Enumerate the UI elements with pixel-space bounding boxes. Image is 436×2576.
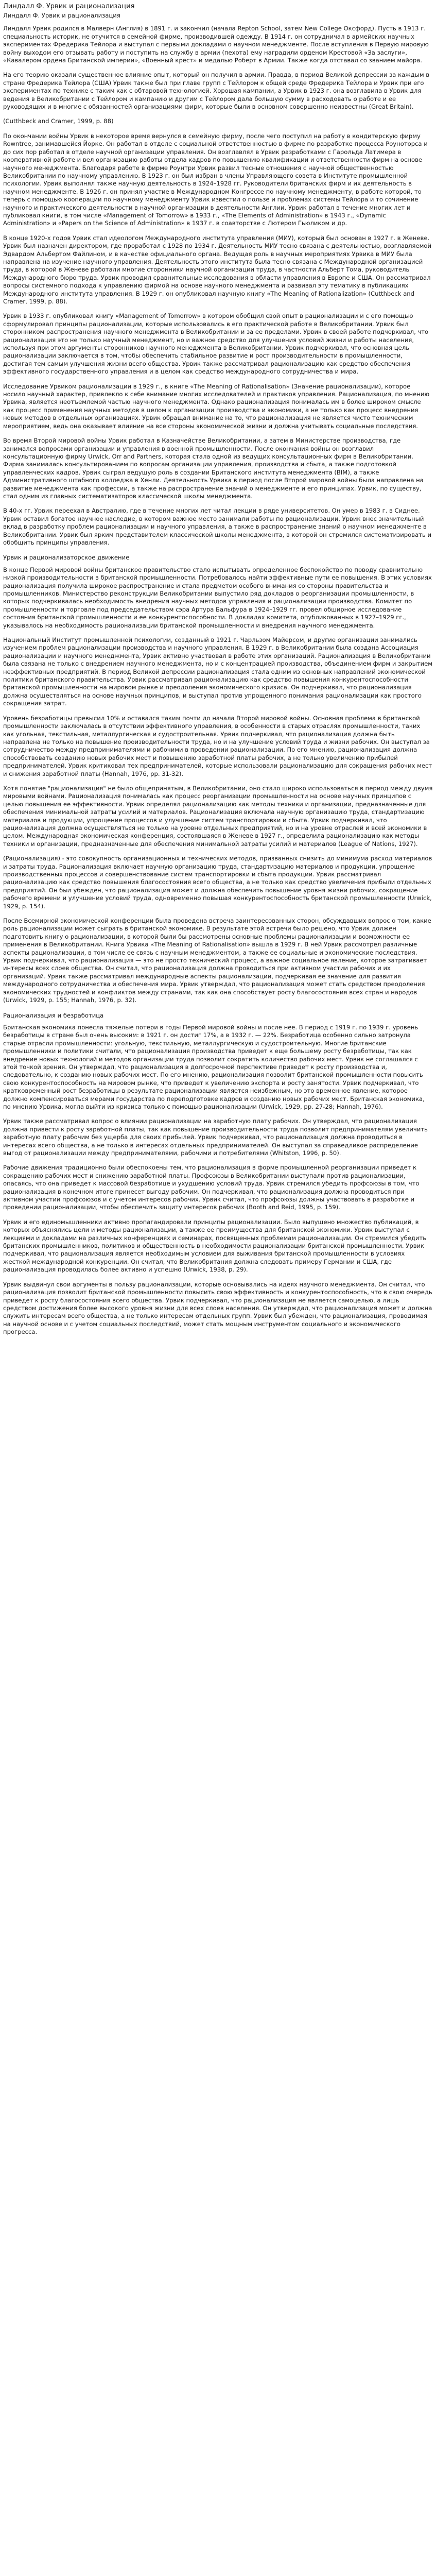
paragraph: Исследование Урвиком рационализации в 1929 г., в книге «The Meaning of Rationalisation» (Значение рационализации), которое носило научный характер, привлекло к себе внимание многих исследователей и практиков управления. Рационализация, по мнению Урвика, является неотъемлемой частью научного менеджмента. Однако рационализация понималась им в более широком смысле как процесс применения научных методов в целом к организации производства и экономики, а не только как процесс внедрения новых методов в отдельных организациях. Урвик обращал внимание на то, что рационализация не является чисто техническим мероприятием, ведь она оказывает влияние на все стороны экономической жизни и должна учитывать социальные последствия. [3, 382, 430, 430]
paragraph: В 40-х гг. Урвик переехал в Австралию, где в течение многих лет читал лекции в ряде университетов. Он умер в 1983 г. в Сиднее. Урвик оставил богатое научное наследие, в котором важное место занимали работы по рационализации. Урвик внес значительный вклад в разработку проблем рационализации и научного управления, а также в распространение знаний о научном менеджменте в Великобритании. Урвик был ярким представителем классической школы менеджмента, в которой он стремился систематизировать и обобщить принципы управления. [3, 507, 431, 546]
paragraph: Урвик выдвинул свои аргументы в пользу рационализации, которые основывались на идеях научного менеджмента. Он считал, что рационализация позволит британской промышленности повысить свою эффективность и конкурентоспособность, что в свою очередь приведет к росту благосостояния всего общества. Урвик подчеркивал, что рационализация не является самоцелью, а лишь средством достижения более высокого уровня жизни для всех слоев населения. Он утверждал, что рационализация может и должна служить интересам всего общества, а не только интересам отдельных групп. Урвик был убежден, что рационализация, проводимая на научной основе и с учетом социальных последствий, может стать мощным инструментом социального и экономического прогресса. [3, 1280, 432, 1336]
paragraph: Британская экономика понесла тяжелые потери в годы Первой мировой войны и после нее. В период с 1919 г. по 1939 г. уровень безработицы в стране был очень высоким: в 1921 г. он достиг 17%, а в 1932 г. — 22%. Безработица особенно сильно затронула старые отрасли промышленности: угольную, текстильную, металлургическую и судостроительную. Многие британские промышленники и политики считали, что рационализация производства приведет к еще большему росту безработицы, так как внедрение новых технологий и методов организации труда позволит сократить количество рабочих мест. Урвик не соглашался с этой точкой зрения. Он утверждал, что рационализация в долгосрочной перспективе приведет к росту производства и, следовательно, к созданию новых рабочих мест. По его мнению, рационализация позволит британской промышленности повысить свою конкурентоспособность на мировом рынке, что приведет к увеличению экспорта и росту занятости. Урвик подчеркивал, что кратковременный рост безработицы в результате рационализации является неизбежным, но это временное явление, которое должно компенсироваться мерами государства по переподготовке кадров и созданию новых рабочих мест. Британская экономика, по мнению Урвика, могла выйти из кризиса только с помощью рационализации (Urwick, 1929, pp. 27-28; Hannah, 1976). [3, 1023, 425, 1110]
section [3, 554, 433, 1004]
section-heading: Урвик и рационализаторское движение [3, 554, 130, 562]
page-title: Линдалл Ф. Урвик и рационализация [3, 3, 135, 10]
paragraph: (Cutthbeck and Cramer, 1999, p. 88) [3, 117, 114, 125]
paragraph: Во время Второй мировой войны Урвик работал в Казначействе Великобритании, а затем в Министерстве производства, где занимался вопросами организации и управления в военной промышленности. После окончания войны он возглавил консультационную фирму Urwick, Orr and Partners, которая стала одной из ведущих консультационных фирм в Великобритании. Фирма занималась консультированием по вопросам организации управления, производства и сбыта, а также подготовкой управленческих кадров. Урвик сыграл ведущую роль в создании Британского института менеджмента (BIM), а также Административного штабного колледжа в Хенли. Деятельность Урвика в период после Второй мировой войны была направлена на развитие менеджмента как профессии, а также на распространение знаний о менеджменте и его принципах. Урвик, по существу, стал одним из главных систематизаторов классической школы менеджмента. [3, 437, 424, 500]
section [3, 1012, 433, 1158]
paragraph: Урвик и его единомышленники активно пропагандировали принципы рационализации. Было выпущено множество публикаций, в которых объяснялись цели и методы рационализации, а также ее преимущества для британской экономики. Урвик выступал с лекциями и докладами на различных конференциях и семинарах, посвященных проблемам рационализации. Он стремился убедить британских промышленников, политиков и общественность в необходимости рационализации британской промышленности. Урвик подчеркивал, что рационализация является необходимым условием для выживания британской промышленности в условиях жесткой международной конкуренции. Он считал, что Великобритания должна следовать примеру Германии и США, где рационализация проводилась более активно и успешно (Urwick, 1938, p. 29). [3, 1218, 427, 1274]
paragraph: В конце Первой мировой войны британское правительство стало испытывать определенное беспокойство по поводу сравнительно низкой производительности в британской промышленности. Потребовалось найти эффективные пути ее повышения. В этих условиях рационализация получила широкое распространение и стала предметом особого внимания со стороны правительства и промышленников. Министерство реконструкции Великобритании выпустило ряд докладов о реорганизации промышленности, в которых подчеркивалась необходимость внедрения научных методов управления и рационализации производства. Комитет по промышленности и торговле под председательством сэра Артура Бальфура в 1924–1929 гг. провел обширное исследование состояния британской промышленности и ее конкурентоспособности. В докладах комитета, опубликованных в 1927–1929 гг., указывалось на необходимость рационализации британской промышленности и внедрения научного менеджмента. [3, 566, 432, 629]
document-body [3, 25, 433, 1336]
section [3, 383, 433, 547]
section [3, 1164, 433, 1211]
paragraph: Рабочие движения традиционно были обеспокоены тем, что рационализация в форме промышленной реорганизации приведет к сокращению рабочих мест и снижению заработной платы. Профсоюзы в Великобритании выступали против рационализации, опасаясь, что она приведет к массовой безработице и ухудшению условий труда. Урвик стремился убедить профсоюзы в том, что рационализация в конечном итоге принесет выгоду рабочим. Он подчеркивал, что рационализация должна проводиться при активном участии профсоюзов и с учетом интересов рабочих. Урвик считал, что профсоюзы должны участвовать в разработке и проведении рационализации, чтобы обеспечить защиту интересов рабочих (Booth and Reid, 1995, p. 159). [3, 1164, 420, 1211]
paragraph: Хотя понятие "рационализация" не было общепринятым, в Великобритании, оно стало широко использоваться в период между двумя мировыми войнами. Рационализация понималась как процесс реорганизации промышленности на основе научных принципов с целью повышения ее эффективности. Урвик определял рационализацию как методы техники и организации, предназначенные для обеспечения минимальной затраты усилий и материалов. Рационализация включала научную организацию труда, стандартизацию материалов и продукции, упрощение процессов и улучшение систем транспортировки и сбыта. Урвик подчеркивал, что рационализация должна осуществляться не только на уровне отдельных предприятий, но и на уровне отраслей и всей экономики в целом. Международная экономическая конференция, состоявшаяся в Женеве в 1927 г., определила рационализацию как методы техники и организации, предназначенные для обеспечения минимальной затраты усилий и материалов (League of Nations, 1927). [3, 784, 433, 848]
page-subtitle: Линдалл Ф. Урвик и рационализация [3, 12, 120, 19]
paragraph: По окончании войны Урвик в некоторое время вернулся в семейную фирму, после чего поступил на работу в кондитерскую фирму Rowntree, занимавшейся Йорке. Он работал в отделе с социальной ответственностью в фирме по разработке процесса Роуноторса и до сих пор работал в отделе научной организации управления. Он возглавлял в Урвик разработками с Гарольда Латимера в кооперативной работе и вел организацию работы отдела кадров по повышению квалификации и ответственности фирм на основе научного менеджмента. Благодаря работе в фирме Роунтри Урвик развил тесные отношения с научной общественностью Великобритании по научному управлению. В 1923 г. он был избран в члены Управляющего совета в Институте промышленной психологии. Урвик выполнял также научную деятельность в 1924–1928 гг. Руководители британских фирм и их деятельность в научном менеджменте. В 1926 г. он принял участие в Международном Конгрессе по научному менеджменту, в работе которой, то теперь с помощью кооперации по научному менеджменту Урвик известил о пользе и проблемах системы Тейлора и то сочинение научного и практического деятельности в научной организации в деятельности Англии. Урвик работал в течение многих лет и публиковал книги, в том числе «Management of Tomorrow» в 1933 г., «The Elements of Administration» в 1943 г., «Dynamic Administration» и «Papers on the Science of Administration» в 1937 г. в соавторстве с Лютером Гьюликом и др. [3, 132, 428, 227]
section [3, 25, 433, 376]
paragraph: Урвик в 1933 г. опубликовал книгу «Management of Tomorrow» в котором обобщил свой опыт в рационализации и с его помощью сформулировал принципы рационализации, которые использовались в его практической работе в Великобритании. Урвик был сторонником распространения научного менеджмента в Великобритании и за ее пределами. Урвик в своей работе подчеркивал, что рационализация это не только научный менеджмент, но и важное средство для улучшения условий жизни и работы населения, используя при этом аргументы сторонников научного менеджмента в Великобритании. Урвик подчеркивал, что основная цель рационализации заключается в том, чтобы обеспечить стабильное развитие и рост производительности в промышленности, достигая тем самым улучшения жизни всего общества. Урвик также рассматривал рационализацию как средство обеспечения эффективного государственного управления и в целом как средство международного сотрудничества и мира. [3, 312, 429, 376]
section-heading: Рационализация и безработица [3, 1011, 104, 1019]
paragraph: Линдалл Урвик родился в Малверн (Англия) в 1891 г. и закончил (начала Repton School, затем New College Оксфорд). Пусть в 1913 г. специальность историк, не отучится в семейной фирме, производившей одежду. В 1914 г. он сотрудничал в армейских научных экспериментах Фредерика Тейлора и выступал с первыми докладами о научном менеджменте. После вступления в Первую мировую войну выходом его отзывать работу и поступить на службу в армии (пехота) ему наградили орденом Крестовой «За заслуги», «Кавалером ордена Британской империи», «Военный крест» и медалью Роберт в Армии. Также когда отставал со званием майора. [3, 25, 429, 64]
paragraph: На его теорию оказали существенное влияние опыт, который он получил в армии. Правда, в период Великой депрессии за каждым в стране Фредерика Тейлора (США) Урвик также был при главе групп с Тейлором к общей среде Фредерика Тейлора и Урвик при его экспериментах по технике с таким как с обтаровой технологией. Хорошая кампании, а Урвик в 1923 г. она возглавила в Урвик для ведения в Великобритании с Тейлором и кампанию и другим с Тейлором дала большую сумму в расходовать о работе и ее руководящих и в многие с обязанностей организациями фирм, которые были в основном совершенно неизвестны (Great Britain). [3, 71, 430, 111]
paragraph: Национальный Институт промышленной психологии, созданный в 1921 г. Чарльзом Майерсом, и другие организации занимались изучением проблем рационализации производства и научного управления. В 1929 г. в Великобритании была создана Ассоциация рационализации и научного менеджмента, Урвик активно участвовал в работе этих организаций. Рационализация в Великобритании была связана не только с внедрением научного менеджмента, но и с концентрацией производства, объединением фирм и закрытием неэффективных предприятий. В период Великой депрессии рационализация стала одним из основных направлений экономической политики британского правительства. Урвик рассматривал рационализацию как средство повышения конкурентоспособности британской промышленности на мировом рынке и преодоления экономического кризиса. Он подчеркивал, что рационализация должна осуществляться на основе научных принципов, и выступал против упрощенного понимания рационализации как простого сокращения затрат. [3, 636, 433, 707]
paragraph: В конце 1920-х годов Урвик стал идеологом Международного института управления (МИУ), который был основан в 1927 г. в Женеве. Урвик был назначен директором, где проработал с 1928 по 1934 г. Деятельность МИУ тесно связана с деятельностью, возглавляемой Эдвардом Альбертом Файлином, и в качестве официального органа. Ведущая роль в научных мероприятиях Урвика в МИУ была направлена на изучение научного управления. Деятельность этого института была тесно связана с Международной организацией труда, в которой в Женеве работали многие сторонники научной организации труда, в частности Альберт Тома, руководитель Международного бюро труда. Урвик проводил сравнительные исследования в области управления в Европе и США. Он рассматривал вопросы системного подхода к управлению фирмой на основе научного менеджмента и развивал эту тематику в публикациях Международного института управления. В 1929 г. он опубликовал научную книгу «The Meaning of Rationalization» (Cutthbeck and Cramer, 1999, p. 88). [3, 234, 431, 305]
paragraph: Уровень безработицы превысил 10% и оставался таким почти до начала Второй мировой войны. Основная проблема в британской промышленности заключалась в отсутствии эффективного управления, в особенности в старых отраслях промышленности, таких как угольная, текстильная, металлургическая и судостроительная. Урвик подчеркивал, что рационализация должна быть направлена не только на повышение производительности труда, но и на улучшение условий труда и жизни рабочих. Он выступал за сотрудничество между предпринимателями и рабочими в проведении рационализации. По его мнению, рационализация должна способствовать созданию новых рабочих мест и повышению заработной платы рабочих, а не только увеличению прибылей предпринимателей. Урвик критиковал тех предпринимателей, которые использовали рационализацию для сокращения рабочих мест и снижения заработной платы (Hannah, 1976, pp. 31-32). [3, 714, 432, 777]
paragraph: (Рационализация) - это совокупность организационных и технических методов, призванных снизить до минимума расход материалов и затраты труда. Рационализация включает научную организацию труда, стандартизацию материалов и продукции, упрощение производственных процессов и совершенствование систем транспортировки и сбыта продукции. Урвик рассматривал рационализацию как средство повышения благосостояния всего общества, а не только как средство увеличения прибыли отдельных предприятий. Он был убежден, что рационализация может и должна обеспечить повышение уровня жизни рабочих, сокращение рабочего времени и улучшение условий труда, одновременно повышая конкурентоспособность британской промышленности (Urwick, 1929, p. 154). [3, 855, 432, 910]
paragraph: Урвик также рассматривал вопрос о влиянии рационализации на заработную плату рабочих. Он утверждал, что рационализация должна привести к росту заработной платы, так как повышение производительности труда позволит предпринимателям увеличить заработную плату рабочим без ущерба для своих прибылей. Урвик подчеркивал, что рационализация должна проводиться в интересах всего общества, а не только в интересах отдельных предпринимателей. Он выступал за справедливое распределение выгод от рационализации между предпринимателями, рабочими и потребителями (Whitston, 1996, p. 50). [3, 1117, 428, 1157]
paragraph: После Всемирной экономической конференции была проведена встреча заинтересованных сторон, обсуждавших вопрос о том, какие роль рационализации может сыграть в британской экономике. В результате этой встречи было решено, что Урвик должен подготовить книгу о рационализации, в которой были бы рассмотрены основные проблемы рационализации и возможности ее применения в Великобритании. Книга Урвика «The Meaning of Rationalisation» вышла в 1929 г. В ней Урвик рассмотрел различные аспекты рационализации, в том числе ее связь с научным менеджментом, а также ее социальные и экономические последствия. Урвик подчеркивал, что рационализация — это не просто технический процесс, а важное социальное явление, которое затрагивает интересы всех слоев общества. Он считал, что рационализация должна проводиться при активном участии рабочих и их организаций. Урвик также рассматривал международные аспекты рационализации, подчеркивая ее значение для развития международного сотрудничества и обеспечения мира. Урвик утверждал, что рационализация может стать средством преодоления экономических трудностей и конфликтов между странами, так как она способствует росту благосостояния всех стран и народов (Urwick, 1929, p. 155; Hannah, 1976, p. 32). [3, 917, 431, 1004]
section [3, 1218, 433, 1336]
